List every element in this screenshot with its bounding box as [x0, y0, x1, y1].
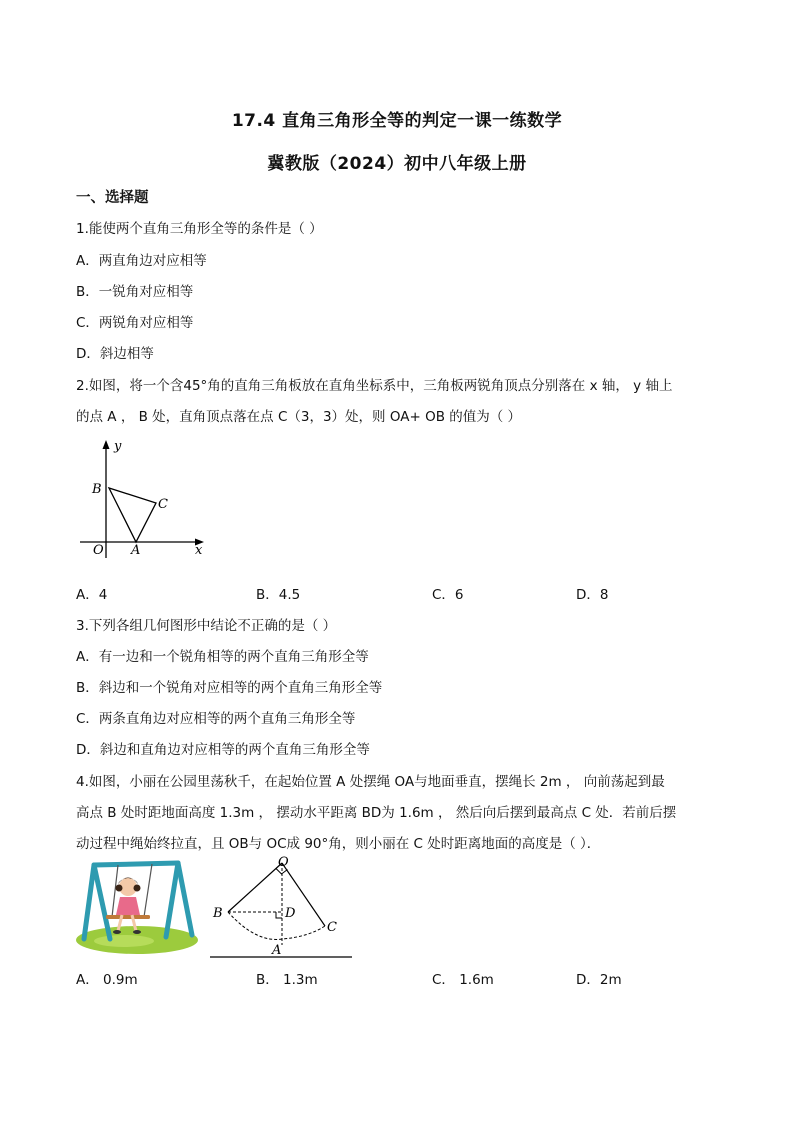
question-3-option-a: A．有一边和一个锐角相等的两个直角三角形全等	[76, 649, 369, 665]
question-2-coordinate-figure	[76, 436, 216, 562]
question-1-option-c: C．两锐角对应相等	[76, 315, 194, 331]
question-2-option-c: C．6	[432, 587, 464, 603]
question-4-option-c: C． 1.6m	[432, 972, 494, 988]
figure-point-b-label: B	[213, 906, 223, 921]
question-2-stem-line1: 2.如图，将一个含45°角的直角三角板放在直角坐标系中，三角板两锐角顶点分别落在 x 轴， y 轴上	[76, 378, 673, 394]
question-4-option-a: A． 0.9m	[76, 972, 138, 988]
question-3-option-d: D．斜边和直角边对应相等的两个直角三角形全等	[76, 742, 370, 758]
section-heading: 一、选择题	[76, 190, 149, 206]
question-1-option-d: D．斜边相等	[76, 346, 154, 362]
question-3-option-c: C．两条直角边对应相等的两个直角三角形全等	[76, 711, 356, 727]
figure-point-d-label: D	[285, 906, 296, 921]
question-2-option-b: B．4.5	[256, 587, 301, 603]
document-subtitle: 冀教版（2024）初中八年级上册	[267, 154, 527, 174]
figure-x-label: x	[195, 543, 203, 558]
figure-point-c-label: C	[327, 920, 337, 935]
figure-origin-label: O	[93, 543, 104, 558]
question-3-stem: 3.下列各组几何图形中结论不正确的是（ ）	[76, 618, 337, 634]
figure-point-o-label: O	[278, 855, 289, 870]
figure-point-a-label: A	[131, 543, 141, 558]
question-4-stem-line1: 4.如图，小丽在公园里荡秋千，在起始位置 A 处摆绳 OA与地面垂直，摆绳长 2m ， 向前荡起到最	[76, 774, 665, 790]
figure-point-a-label: A	[272, 943, 282, 958]
question-1-stem: 1.能使两个直角三角形全等的条件是（ ）	[76, 221, 323, 237]
question-4-stem-line2: 高点 B 处时距地面高度 1.3m ， 摆动水平距离 BD为 1.6m ， 然后向后摆到最高点 C 处．若前后摆	[76, 805, 677, 821]
figure-point-b-label: B	[92, 482, 102, 497]
question-4-option-d: D．2m	[576, 972, 622, 988]
question-4-stem-line3: 动过程中绳始终拉直，且 OB与 OC成 90°角，则小丽在 C 处时距离地面的高度是（ ）．	[76, 836, 601, 852]
question-4-swing-geometry-figure	[208, 855, 356, 961]
question-2-stem-line2: 的点 A ， B 处，直角顶点落在点 C（3，3）处，则 OA+ OB 的值为（ ）	[76, 409, 522, 425]
question-2-option-d: D．8	[576, 587, 609, 603]
question-3-option-b: B．斜边和一个锐角对应相等的两个直角三角形全等	[76, 680, 383, 696]
swing-illustration	[74, 857, 200, 957]
figure-point-c-label: C	[158, 497, 168, 512]
question-4-option-b: B． 1.3m	[256, 972, 318, 988]
figure-y-label: y	[114, 439, 122, 454]
question-2-option-a: A．4	[76, 587, 108, 603]
question-1-option-b: B．一锐角对应相等	[76, 284, 194, 300]
question-1-option-a: A．两直角边对应相等	[76, 253, 207, 269]
document-title: 17.4 直角三角形全等的判定一课一练数学	[231, 111, 563, 131]
